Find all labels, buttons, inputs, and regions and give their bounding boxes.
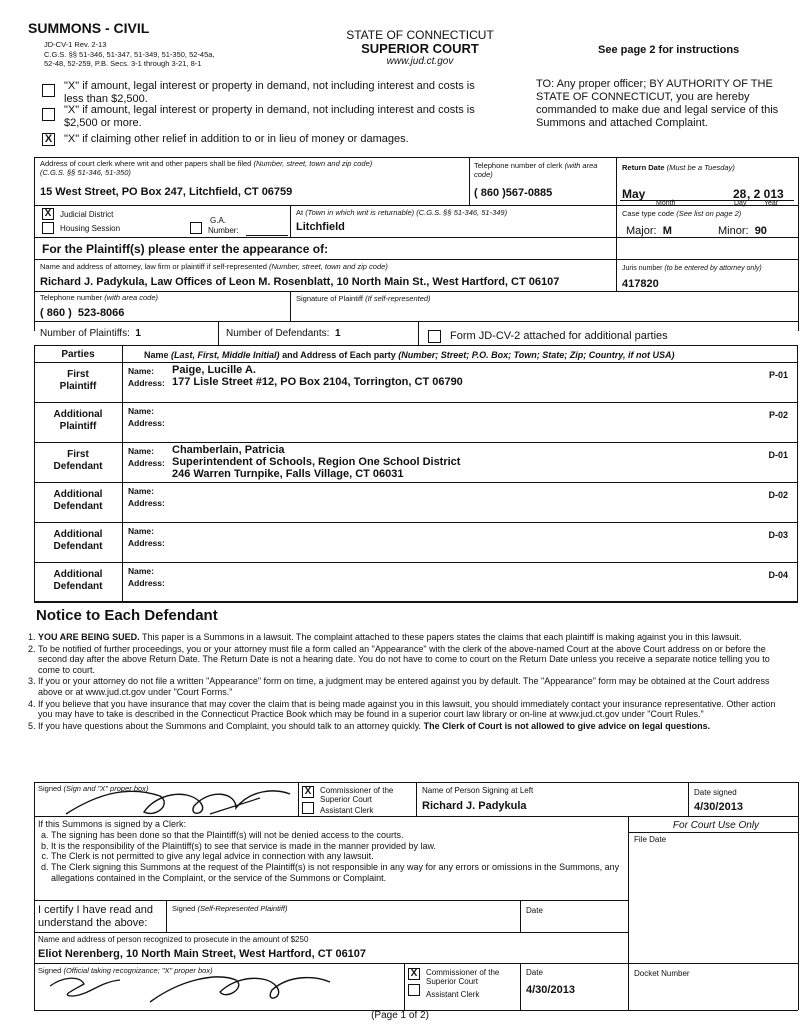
commissioner-label: Commissioner of the Superior Court [320,786,394,804]
certify-statement: I certify I have read and understand the above: [38,904,153,929]
party-name-label: Name: [128,366,154,376]
file-date-label: File Date [634,835,667,844]
clerk-instructions [38,819,628,884]
clerk-item-d: d. The Clerk signing this Summons at the request of the Plaintiff(s) is not responsible in any way for any errors or omissions in the Summons, any allegations contained in the Complaint, or the service of the Summons or Complaint. [51,862,628,884]
plaintiff-count: Number of Plaintiffs: 1 [40,328,141,339]
clerk-phone [474,187,552,200]
checkbox-ga[interactable] [190,222,202,234]
court-name: SUPERIOR COURT [361,41,479,56]
party-name: Chamberlain, Patricia [172,444,285,456]
plaintiff-appearance-heading: For the Plaintiff(s) please enter the appearance of: [42,242,329,256]
checkbox-recog-commissioner[interactable]: X [408,968,420,980]
ga-label: G.A. [210,216,227,225]
party-address-label: Address: [128,418,165,428]
party-role-2: First Defendant [53,449,103,472]
party-role-0: First Plaintiff [59,369,97,392]
party-id: D-04 [768,570,788,580]
attorney-phone-number: 523-8066 [77,307,125,319]
notice-list [22,632,784,732]
day-label: Day [734,200,747,207]
party-name: Paige, Lucille A. [172,364,256,376]
form-jd-cv-2-label: Form JD-CV-2 attached for additional parties [450,330,668,342]
name-signing-label: Name of Person Signing at Left [422,786,534,795]
checkbox-commissioner[interactable]: X [302,786,314,798]
recognized-label: Name and address of person recognized to prosecute in the amount of $250 [38,935,309,944]
checkbox-under-2500[interactable] [42,84,55,97]
year-label: Year [764,200,779,207]
party-name-label: Name: [128,566,154,576]
return-date-label: Return Date (Must be a Tuesday) [622,163,735,172]
party-address-line-2: 246 Warren Turnpike, Falls Village, CT 06031 [172,468,404,480]
date-signed: 4/30/2013 [694,801,743,813]
option-over-2500: "X" if amount, legal interest or property in demand, not including interest and costs is $2,500 or more. [64,104,475,129]
notice-item-4: 4. If you believe that you have insurance that may cover the claim that is being made against you in this lawsuit, you should immediately contact your insurance representative. Other action you may have to take is described in the Connecticut Practice Book which may be found in a superior court law library or on-line at www.jud.ct.gov under "Court Rules." [38,699,784,720]
party-role-4: Additional Defendant [53,529,103,552]
checkbox-recog-clerk[interactable] [408,984,420,996]
recognizance-signed-label: Signed (Official taking recognizance; "X" proper box) [38,966,213,975]
recog-date: 4/30/2013 [526,984,575,996]
party-name-label: Name: [128,406,154,416]
clerk-phone-area: ( 860 ) [474,187,506,199]
juris-label: Juris number (to be entered by attorney only) [622,265,762,272]
form-title: SUMMONS - CIVIL [28,20,150,36]
checkbox-judicial-district[interactable]: X [42,208,54,220]
form-number: JD-CV-1 Rev. 2-13 [44,40,107,49]
party-address: Superintendent of Schools, Region One School District [172,456,461,468]
party-id: D-02 [768,490,788,500]
instructions-note: See page 2 for instructions [598,44,740,56]
month-label: Month [656,200,676,207]
checkbox-form-jd-cv-2[interactable] [428,330,441,343]
judicial-district-label: Judicial District [60,210,114,219]
party-name-label: Name: [128,526,154,536]
party-address-label: Address: [128,578,165,588]
court-website: www.jud.ct.gov [386,56,454,67]
recognizance-signature [40,966,340,1010]
clerk-phone-label: Telephone number of clerk (with area code) [474,161,598,179]
recog-date-label: Date [526,968,543,977]
attorney-label: Name and address of attorney, law firm or plaintiff if self-represented (Number, street, town and zip code) [40,262,388,271]
juris-number: 417820 [622,278,659,290]
signed-label: Signed (Sign and "X" proper box) [38,784,149,793]
notice-item-2: 2. To be notified of further proceedings, you or your attorney must file a form called an "Appearance" with the clerk of the above-named Court at the above Court address on or before the second day after the above Return Date. The Return Date is not a hearing date. You do not have to come to court on the Return Date unless you receive a separate notice telling you to come to court. [38,644,784,676]
notice-item-5: 5. If you have questions about the Summons and Complaint, you should talk to an attorney quickly. The Clerk of Court is not allowed to give advice on legal questions. [38,721,784,732]
party-id: D-01 [768,450,788,460]
recog-commissioner-label: Commissioner of the Superior Court [426,968,500,986]
court-address: 15 West Street, PO Box 247, Litchfield, CT 06759 [40,186,293,198]
parties-column-header: Parties [61,349,95,360]
self-rep-signature-label: Signed (Self-Represented Plaintiff) [172,904,288,913]
court-use-only: For Court Use Only [672,820,760,831]
clerk-item-b: b. It is the responsibility of the Plaintiff(s) to see that service is made in the manner provided by law. [51,841,628,852]
recog-clerk-label: Assistant Clerk [426,990,480,999]
party-address: 177 Lisle Street #12, PO Box 2104, Torrington, CT 06790 [172,376,463,388]
party-name-label: Name: [128,446,154,456]
ga-number-label: Number: [208,226,239,235]
clerk-item-a: a. The signing has been done so that the Plaintiff(s) will not be denied access to the courts. [51,830,628,841]
clerk-item-c: c. The Clerk is not permitted to give any legal advice in connection with any lawsuit. [51,851,628,862]
party-name-label: Name: [128,486,154,496]
state-name: STATE OF CONNECTICUT [346,28,494,42]
party-address-label: Address: [128,498,165,508]
attorney-phone-label: Telephone number (with area code) [40,293,159,302]
checkbox-housing-session[interactable] [42,222,54,234]
clerk-phone-number: 567-0885 [505,187,553,199]
date-signed-label: Date signed [694,788,737,797]
notice-item-3: 3. If you or your attorney do not file a written "Appearance" form on time, a judgment may be entered against you by default. The "Appearance" form may be obtained at the Court address above or at www.jud.ct.gov under "Court Forms." [38,676,784,697]
name-column-header: Name (Last, First, Middle Initial) and Address of Each party (Number; Street; P.O. Box; Town; State; Zip; Country, if not USA) [144,350,675,360]
statutes-line-2: 52-48, 52-259, P.B. Secs. 3-1 through 3-21, 8-1 [44,59,202,68]
attorney-phone-area: ( 860 ) [40,307,72,319]
option-other-relief: "X" if claiming other relief in addition to or in lieu of money or damages. [64,133,409,145]
notice-item-1: 1. YOU ARE BEING SUED. This paper is a Summons in a lawsuit. The complaint attached to these papers states the claims that each plaintiff is making against you in this lawsuit. [38,632,784,643]
return-day: 28 [733,187,747,201]
party-role-3: Additional Defendant [53,489,103,512]
checkbox-other-relief[interactable]: X [42,133,55,146]
party-address-label: Address: [128,538,165,548]
docket-number-label: Docket Number [634,969,690,978]
party-role-1: Additional Plaintiff [53,409,103,432]
party-id: P-01 [768,370,788,380]
party-role-5: Additional Defendant [53,569,103,592]
court-heading [310,28,530,68]
case-major: Major: M [626,225,672,237]
case-minor: Minor: 90 [718,225,767,237]
notice-heading: Notice to Each Defendant [36,607,218,624]
defendant-count: Number of Defendants: 1 [226,328,341,339]
page-number: (Page 1 of 2) [371,1010,429,1021]
party-address-label: Address: [128,378,165,388]
party-id: D-03 [768,530,788,540]
assistant-clerk-label: Assistant Clerk [320,806,374,815]
clerk-intro: If this Summons is signed by a Clerk: [38,819,187,829]
return-year: , 2 013 [747,187,784,201]
self-rep-date-label: Date [526,906,543,915]
town-label: At (Town in which writ is returnable) (C.G.S. §§ 51-346, 51-349) [296,208,508,217]
return-town: Litchfield [296,221,345,233]
court-address-label: Address of court clerk where writ and other papers shall be filed (Number, street, town and zip code) (C.G.S. §§ 51-346, 51-350) [40,159,373,177]
statutes-line-1: C.G.S. §§ 51-346, 51-347, 51-349, 51-350, 52-45a, [44,50,215,59]
housing-session-label: Housing Session [60,224,121,233]
recognized-person: Eliot Nerenberg, 10 North Main Street, West Hartford, CT 06107 [38,948,367,960]
attorney-name-address: Richard J. Padykula, Law Offices of Leon M. Rosenblatt, 10 North Main St., West Hartford, CT 06107 [40,276,560,288]
name-signing: Richard J. Padykula [422,800,527,812]
case-type-label: Case type code (See list on page 2) [622,209,742,218]
checkbox-over-2500[interactable] [42,108,55,121]
attorney-phone [40,307,124,320]
party-address-label: Address: [128,458,165,468]
option-under-2500: "X" if amount, legal interest or property in demand, not including interest and costs is less than $2,500. [64,80,475,105]
party-id: P-02 [768,410,788,420]
checkbox-assistant-clerk[interactable] [302,802,314,814]
return-month: May [622,187,646,201]
plaintiff-signature-label: Signature of Plaintiff (If self-represented) [296,294,431,303]
officer-command: TO: Any proper officer; BY AUTHORITY OF THE STATE OF CONNECTICUT, you are hereby commanded to make due and legal service of this Summons and attached Complaint. [536,78,779,129]
